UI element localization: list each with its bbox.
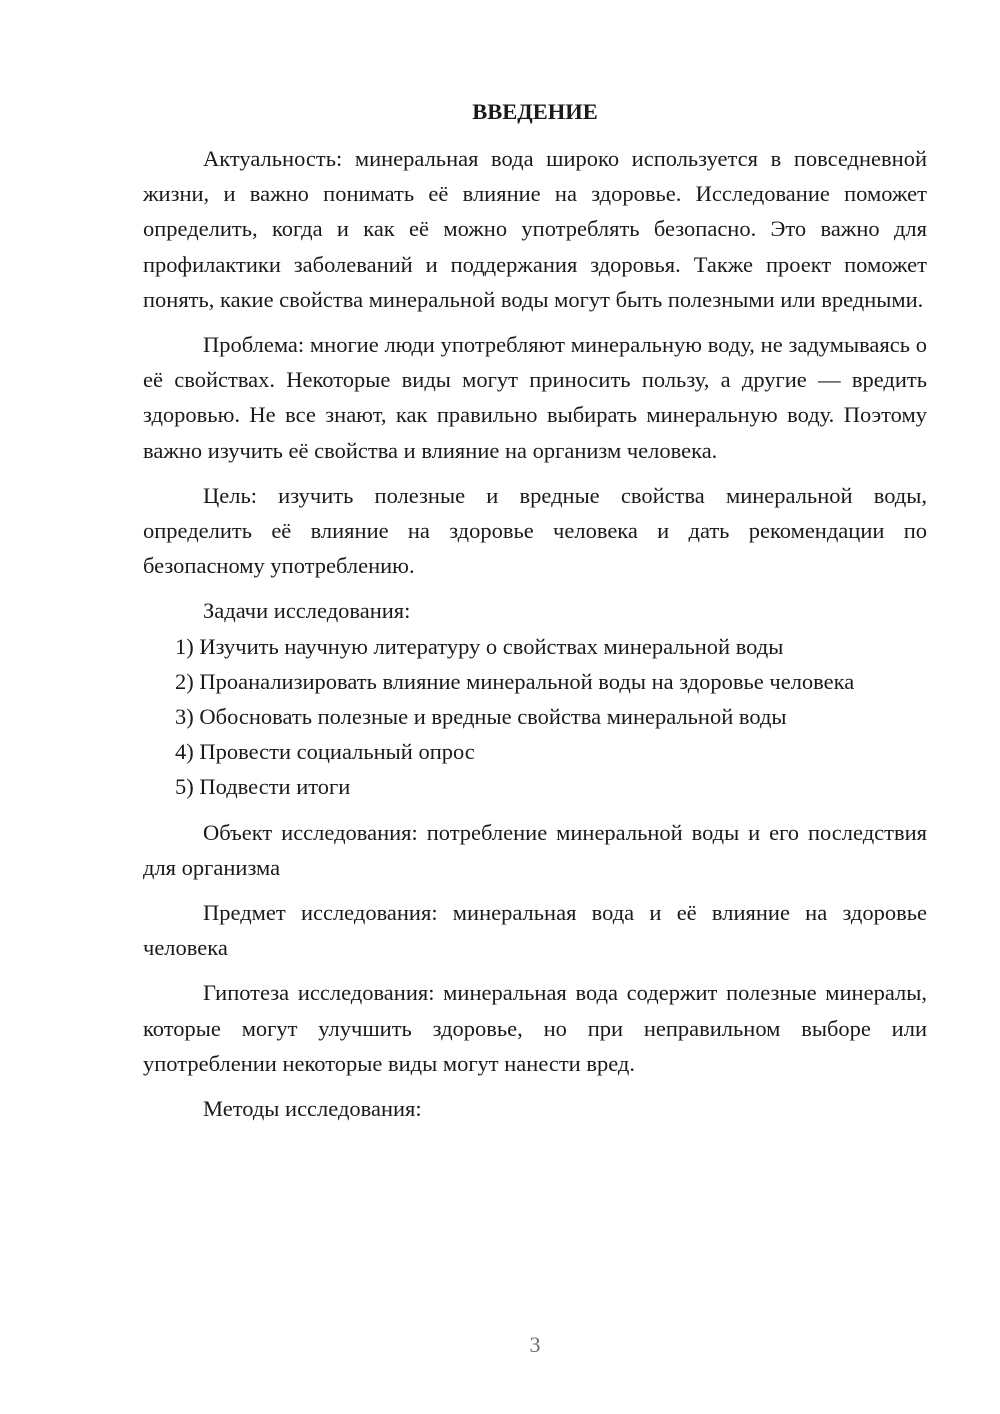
paragraph-tasks-heading: Задачи исследования: <box>203 598 411 624</box>
document-body <box>143 94 927 1126</box>
paragraph-object: Объект исследования: потребление минеральной воды и его последствия для организма <box>143 819 927 880</box>
paragraph-problem: Проблема: многие люди употребляют минеральную воду, не задумываясь о её свойствах. Некоторые виды могут приносить пользу, а другие — вредить здоровью. Не все знают, как правильно выбирать минеральную воду. Поэтому важно изучить её свойства и влияние на организм человека. <box>143 332 927 463</box>
paragraph-relevance: Актуальность: минеральная вода широко используется в повседневной жизни, и важно понимать её влияние на здоровье. Исследование поможет определить, когда и как её можно употреблять безопасно. Это важно для профилактики заболеваний и поддержания здоровья. Также проект поможет понять, какие свойства минеральной воды могут быть полезными или вредными. <box>143 146 927 312</box>
task-item: 2) Проанализировать влияние минеральной воды на здоровье человека <box>175 668 855 694</box>
paragraph-hypothesis: Гипотеза исследования: минеральная вода содержит полезные минералы, которые могут улучшить здоровье, но при неправильном выборе или употреблении некоторые виды могут нанести вред. <box>143 980 927 1076</box>
paragraph-goal: Цель: изучить полезные и вредные свойства минеральной воды, определить её влияние на здоровье человека и дать рекомендации по безопасному употреблению. <box>143 482 927 579</box>
page-number: 3 <box>529 1332 541 1357</box>
section-title: ВВЕДЕНИЕ <box>472 99 598 124</box>
task-item: 3) Обосновать полезные и вредные свойства минеральной воды <box>175 704 787 730</box>
paragraph-subject: Предмет исследования: минеральная вода и её влияние на здоровье человека <box>143 900 927 961</box>
task-item: 4) Провести социальный опрос <box>175 739 475 765</box>
task-item: 1) Изучить научную литературу о свойствах минеральной воды <box>175 633 784 659</box>
task-item: 5) Подвести итоги <box>175 774 351 800</box>
paragraph-methods: Методы исследования: <box>203 1096 422 1122</box>
